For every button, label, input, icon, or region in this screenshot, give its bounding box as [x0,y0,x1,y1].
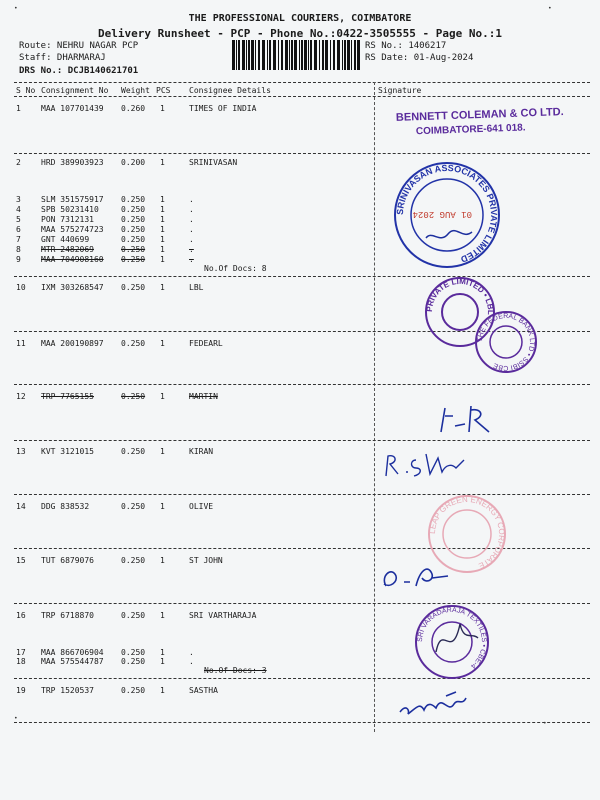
row-separator [14,384,590,385]
srinivasan-associates-stamp [392,160,532,270]
row-consignment: TRP 1520537 [41,686,94,695]
row-sno: 8 [16,245,21,254]
srinivasan-ring-text: SRINIVASAN ASSOCIATES PRIVATE LIMITED [394,162,500,265]
route-label: Route: NEHRU NAGAR PCP [19,41,139,51]
barcode-bar [301,40,303,70]
sastha-signature [396,684,476,720]
doc-count-group-1: No.Of Docs: 8 [204,264,267,273]
svg-text:PRIVATE LIMITED • LBL [425,277,495,315]
rs-number: RS No.: 1406217 [365,41,447,51]
row-sno: 7 [16,235,21,244]
row-weight: 0.250 [121,556,146,565]
row-consignment: MAA 866706904 [41,648,104,657]
row-consignee: . [189,195,194,204]
row-consignment: IXM 303268547 [41,283,104,292]
row-consignee: LBL [189,283,204,292]
svg-text:THE FEDERAL BANK LTD • SSIBI C [477,313,535,371]
barcode-bar [278,40,279,70]
barcode-bar [333,40,335,70]
row-separator [14,603,590,604]
row-consignee: KIRAN [189,447,214,456]
barcode-bar [255,40,256,70]
barcode-bar [232,40,235,70]
row-consignee: . [189,235,194,244]
sri-varadaraja-stamp [412,602,502,682]
barcode-bar [314,40,317,70]
row-sno: 12 [16,392,26,401]
row-weight: 0.250 [121,502,146,511]
barcode-bar [258,40,260,70]
srinivasan-signature [426,231,472,238]
row-separator [14,440,590,441]
barcode-bar [330,40,331,70]
row-weight: 0.250 [121,195,146,204]
barcode-bar [310,40,312,70]
row-sno: 1 [16,104,21,113]
row-pcs: 1 [160,339,165,348]
barcode-bar [347,40,350,70]
row-pcs: 1 [160,205,165,214]
table-header-rule [14,96,590,97]
barcode-bar [291,40,293,70]
row-consignment: TUT 6879076 [41,556,94,565]
row-consignment: TRP 6718870 [41,611,94,620]
row-sno: 4 [16,205,21,214]
row-consignee: SASTHA [189,686,218,695]
lbl-federal-stamps [424,272,554,380]
row-consignment: MAA 575274723 [41,225,104,234]
corner-mark: • [548,5,552,12]
row-consignee: . [189,255,194,264]
row-weight: 0.250 [121,339,146,348]
row-sno: 9 [16,255,21,264]
row-consignee: . [189,225,194,234]
row-weight: 0.250 [121,657,146,666]
corner-mark: • [543,720,547,727]
bennett-stamp-line2: COIMBATORE-641 018. [415,122,526,138]
barcode-bar [308,40,309,70]
row-pcs: 1 [160,283,165,292]
table-row [0,657,600,667]
barcode-bar [281,40,283,70]
barcode-bar [269,40,271,70]
row-weight: 0.250 [121,283,146,292]
row-consignment: TRP 7765155 [41,392,94,401]
row-consignee: TIMES OF INDIA [189,104,257,113]
row-sno: 11 [16,339,26,348]
barcode-bar [325,40,328,70]
row-pcs: 1 [160,392,165,401]
row-weight: 0.250 [121,648,146,657]
table-row [0,611,600,621]
row-consignee: . [189,205,194,214]
row-sno: 18 [16,657,26,666]
row-consignee: . [189,648,194,657]
bennett-coleman-stamp [380,98,580,142]
row-pcs: 1 [160,104,165,113]
kiran-signature [380,446,470,482]
row-pcs: 1 [160,255,165,264]
row-pcs: 1 [160,245,165,254]
table-row [0,686,600,696]
corner-mark: • [14,715,18,722]
barcode-bar [248,40,250,70]
row-sno: 17 [16,648,26,657]
barcode-bar [319,40,320,70]
col-consignment: Consignment No [41,86,109,95]
staff-label: Staff: DHARMARAJ [19,53,106,63]
row-consignment: PON 7312131 [41,215,94,224]
row-sno: 15 [16,556,26,565]
row-sno: 10 [16,283,26,292]
federal-ring-text: THE FEDERAL BANK LTD • SSIBI CBE [476,312,536,372]
signature-column-divider [374,82,375,732]
row-pcs: 1 [160,657,165,666]
row-consignee: . [189,215,194,224]
barcode-bar [354,40,356,70]
row-weight: 0.250 [121,392,146,401]
table-row [0,556,600,566]
row-consignee: ST JOHN [189,556,223,565]
row-consignment: MAA 200190897 [41,339,104,348]
row-pcs: 1 [160,447,165,456]
table-row [0,502,600,512]
barcode-bar [351,40,352,70]
sri-vara-ring-text: SRI VARADARAJA TEXTILES • CBE-4 [416,606,488,670]
row-separator [14,678,590,679]
row-pcs: 1 [160,195,165,204]
table-bottom-rule [14,722,590,723]
row-weight: 0.250 [121,215,146,224]
barcode-bar [304,40,307,70]
row-consignee: . [189,245,194,254]
barcode-bar [262,40,265,70]
rs-date: RS Date: 01-Aug-2024 [365,53,474,63]
row-pcs: 1 [160,502,165,511]
row-consignee: SRINIVASAN [189,158,238,167]
lbl-ring-text: PRIVATE LIMITED • LBL [424,276,496,315]
table-top-rule [14,82,590,83]
row-consignment: DDG 838532 [41,502,90,511]
row-pcs: 1 [160,215,165,224]
row-sno: 3 [16,195,21,204]
col-signature: Signature [378,86,422,95]
col-weight: Weight [121,86,150,95]
row-weight: 0.250 [121,447,146,456]
bennett-stamp-line1: BENNETT COLEMAN & CO LTD. [395,106,564,124]
row-sno: 14 [16,502,26,511]
row-consignment: MAA 704908160 [41,255,104,264]
company-title: THE PROFESSIONAL COURIERS, COIMBATORE [188,13,412,24]
barcode-bar [285,40,288,70]
row-weight: 0.250 [121,225,146,234]
row-consignee: SRI VARTHARAJA [189,611,257,620]
corner-mark: • [14,5,18,12]
row-consignee: MARTIN [189,392,218,401]
row-sno: 2 [16,158,21,167]
row-consignment: GNT 440699 [41,235,90,244]
row-consignee: FEDEARL [189,339,223,348]
barcode-bar [342,40,343,70]
table-row [0,392,600,402]
barcode-bar [357,40,360,70]
row-pcs: 1 [160,556,165,565]
col-pcs: PCS [156,86,171,95]
barcode-bar [322,40,324,70]
row-pcs: 1 [160,686,165,695]
row-pcs: 1 [160,648,165,657]
barcode-bar [337,40,340,70]
row-pcs: 1 [160,235,165,244]
table-row [0,447,600,457]
barcode [232,40,360,70]
row-consignment: KVT 3121015 [41,447,94,456]
row-consignment: MTR 2482069 [41,245,94,254]
barcode-bar [238,40,240,70]
row-weight: 0.250 [121,255,146,264]
srinivasan-date-stamp: 01 AUG 2024 [412,209,472,219]
row-consignment: HRD 389903923 [41,158,104,167]
row-pcs: 1 [160,611,165,620]
barcode-bar [251,40,254,70]
doc-count-group-2: No.Of Docs: 3 [204,666,267,675]
col-sno: S No [16,86,36,95]
drs-number: DRS No.: DCJB140621701 [19,66,139,76]
row-consignee: OLIVE [189,502,214,511]
row-consignment: MAA 575544787 [41,657,104,666]
row-consignee: . [189,657,194,666]
st-john-signature [376,556,456,596]
barcode-bar [273,40,276,70]
row-consignment: MAA 107701439 [41,104,104,113]
barcode-bar [344,40,346,70]
row-weight: 0.250 [121,686,146,695]
barcode-bar [294,40,297,70]
barcode-bar [236,40,237,70]
martin-signature [435,402,505,438]
barcode-bar [289,40,290,70]
barcode-bar [267,40,268,70]
row-pcs: 1 [160,158,165,167]
row-sno: 16 [16,611,26,620]
row-sno: 13 [16,447,26,456]
row-consignment: SPB 50231410 [41,205,99,214]
runsheet-subtitle: Delivery Runsheet - PCP - Phone No.:0422-3505555 - Page No.:1 [98,27,502,40]
row-weight: 0.250 [121,611,146,620]
row-sno: 5 [16,215,21,224]
row-sno: 6 [16,225,21,234]
row-consignment: SLM 351575917 [41,195,104,204]
barcode-bar [242,40,245,70]
leap-ring-text: LEAP GREEN ENERGY CORPORATE [427,494,507,571]
barcode-bar [246,40,247,70]
row-weight: 0.250 [121,205,146,214]
row-weight: 0.250 [121,235,146,244]
row-weight: 0.200 [121,158,146,167]
barcode-bar [299,40,300,70]
row-pcs: 1 [160,225,165,234]
row-weight: 0.250 [121,245,146,254]
row-separator [14,153,590,154]
row-weight: 0.260 [121,104,146,113]
row-sno: 19 [16,686,26,695]
col-consignee: Consignee Details [189,86,271,95]
